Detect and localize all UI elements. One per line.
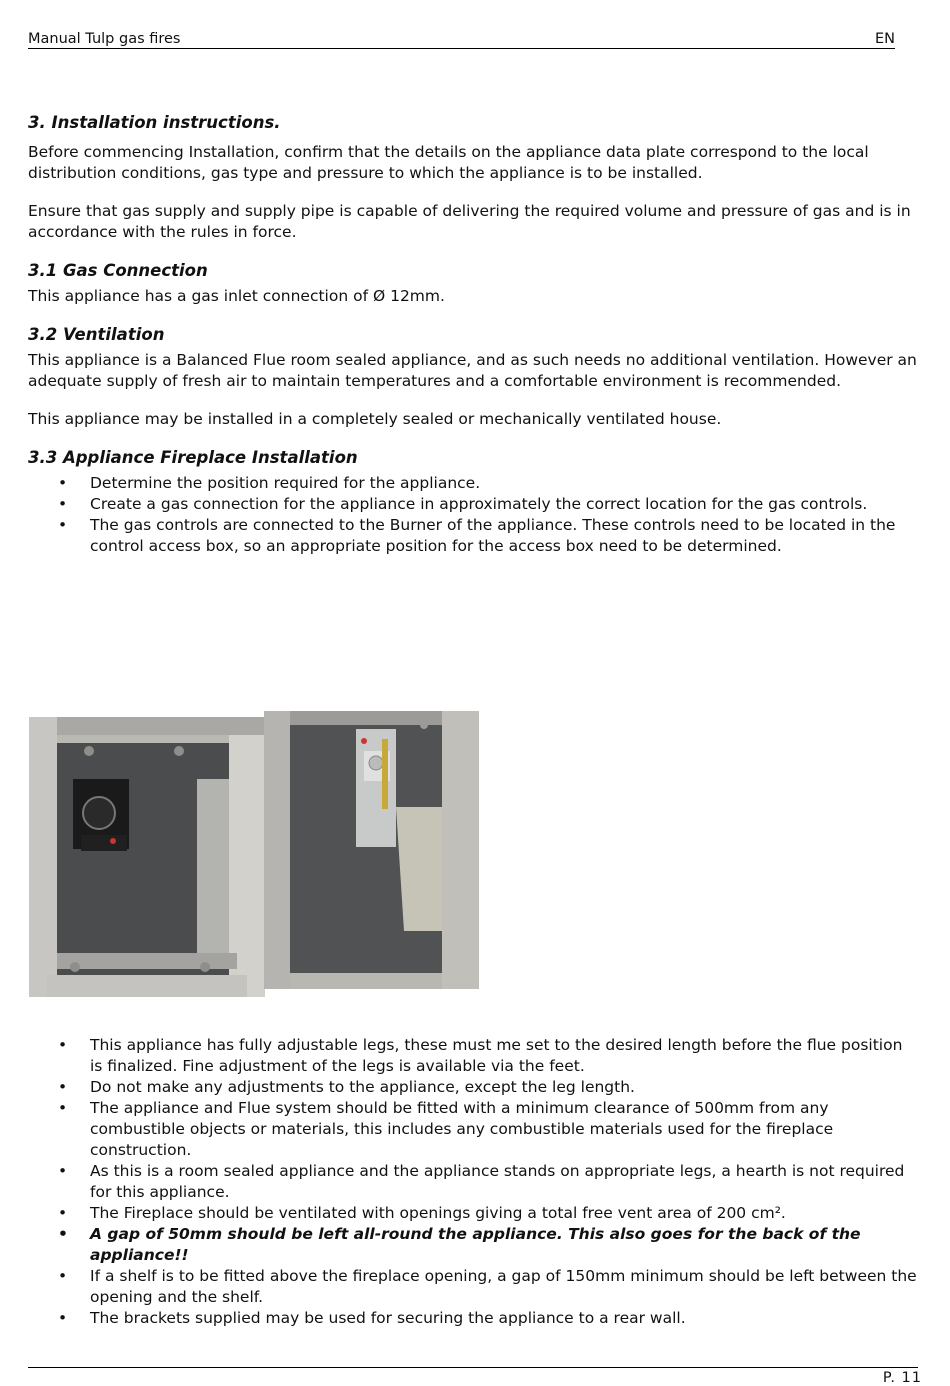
bullet: • — [58, 516, 68, 534]
list-item: • As this is a room sealed appliance and the appliance stands on appropriate legs, a hearth is not required for this appliance. — [58, 1162, 905, 1201]
header-title: Manual Tulp gas fires — [28, 31, 181, 47]
bullet: • — [58, 1225, 68, 1243]
list-item: • The gas controls are connected to the Burner of the appliance. These controls need to be located in the control access box, so an appropriate position for the access box need to be determined. — [58, 516, 896, 555]
photo-gas-valve — [264, 711, 479, 989]
list-item: • This appliance has fully adjustable legs, these must me set to the desired length before the flue position is finalized. Fine adjustment of the legs is available via the feet. — [58, 1036, 903, 1075]
bullet: • — [58, 1267, 68, 1285]
section-3-3-list — [28, 473, 918, 557]
list-item-warning: • A gap of 50mm should be left all-round the appliance. This also goes for the back of the appliance!! — [58, 1225, 861, 1264]
photo-control-box-front-image — [29, 717, 265, 997]
list-item: • Create a gas connection for the appliance in approximately the correct location for the gas controls. — [58, 495, 868, 513]
section-3-3-heading: 3.3 Appliance Fireplace Installation — [28, 448, 358, 467]
photo-gas-valve-image — [264, 711, 479, 989]
section-3-2-paragraph-1: This appliance is a Balanced Flue room sealed appliance, and as such needs no additional ventilation. However an adequate supply of fresh air to maintain temperatures and a comfortable environment is recommended. — [28, 351, 917, 390]
page-footer — [28, 1367, 922, 1386]
list-item: • If a shelf is to be fitted above the fireplace opening, a gap of 150mm minimum should be left between the opening and the shelf. — [58, 1267, 917, 1306]
section-3-2-paragraph-2: This appliance may be installed in a completely sealed or mechanically ventilated house. — [28, 410, 722, 428]
section-3-paragraph-1: Before commencing Installation, confirm that the details on the appliance data plate correspond to the local distribution conditions, gas type and pressure to which the appliance is to be installed. — [28, 143, 869, 182]
bullet: • — [58, 1204, 68, 1222]
header-language: EN — [874, 31, 895, 47]
bullet: • — [58, 1099, 68, 1117]
page-header — [28, 30, 895, 49]
bullet: • — [58, 1162, 68, 1180]
control-box-photos — [29, 711, 481, 1001]
installation-notes-list — [28, 1035, 918, 1329]
list-item: • The brackets supplied may be used for securing the appliance to a rear wall. — [58, 1309, 686, 1327]
section-3-1-text: This appliance has a gas inlet connection of Ø 12mm. — [28, 287, 445, 305]
bullet: • — [58, 1309, 68, 1327]
bullet: • — [58, 474, 68, 492]
section-3-heading: 3. Installation instructions. — [28, 113, 281, 132]
list-item: • The appliance and Flue system should be fitted with a minimum clearance of 500mm from any combustible objects or materials, this includes any combustible materials used for the fireplace construction. — [58, 1099, 834, 1159]
section-3-1-heading: 3.1 Gas Connection — [28, 261, 208, 280]
page-number: P. 11 — [882, 1370, 922, 1386]
bullet: • — [58, 1036, 68, 1054]
bullet: • — [58, 495, 68, 513]
photo-control-box-front — [29, 717, 265, 997]
list-item: • The Fireplace should be ventilated with openings giving a total free vent area of 200 cm². — [58, 1204, 786, 1222]
section-3-paragraph-2: Ensure that gas supply and supply pipe is capable of delivering the required volume and pressure of gas and is in accordance with the rules in force. — [28, 202, 911, 241]
list-item: • Determine the position required for the appliance. — [58, 474, 481, 492]
installation-list-container — [28, 1035, 918, 1329]
bullet: • — [58, 1078, 68, 1096]
list-item: • Do not make any adjustments to the appliance, except the leg length. — [58, 1078, 635, 1096]
page-content — [28, 112, 918, 557]
section-3-2-heading: 3.2 Ventilation — [28, 325, 165, 344]
